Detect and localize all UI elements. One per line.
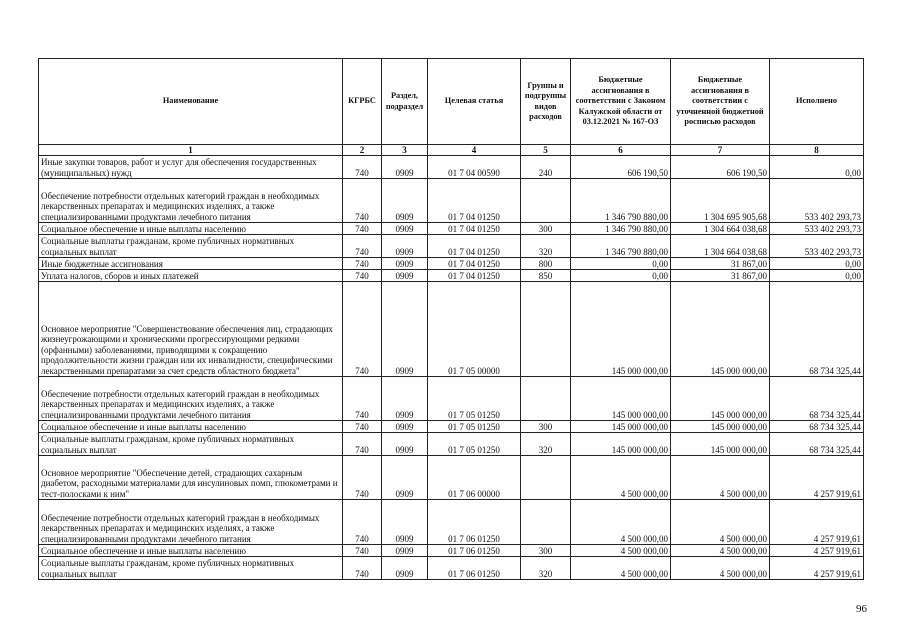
row-expense-group: 320	[521, 433, 571, 456]
column-number: 5	[521, 145, 571, 156]
row-name: Социальные выплаты гражданам, кроме публичных нормативных социальных выплат	[39, 433, 343, 456]
row-target-article: 01 7 04 01250	[428, 258, 521, 270]
row-executed: 68 734 325,44	[770, 282, 864, 377]
row-law-allocation: 4 500 000,00	[571, 456, 671, 500]
row-refined-allocation: 1 304 695 905,68	[671, 179, 770, 223]
page-number: 96	[856, 603, 867, 615]
row-kgrbs: 740	[343, 557, 382, 580]
row-target-article: 01 7 04 00590	[428, 156, 521, 179]
row-name: Социальные выплаты гражданам, кроме публичных нормативных социальных выплат	[39, 235, 343, 258]
row-executed: 4 257 919,61	[770, 500, 864, 545]
row-name: Социальные выплаты гражданам, кроме публичных нормативных социальных выплат	[39, 557, 343, 580]
table-row	[39, 377, 864, 421]
column-number: 3	[382, 145, 428, 156]
row-expense-group: 850	[521, 270, 571, 282]
table-row	[39, 456, 864, 500]
row-razdel: 0909	[382, 156, 428, 179]
row-name: Обеспечение потребности отдельных категорий граждан в необходимых лекарственных препаратах и медицинских изделиях, а также специализированными продуктами лечебного питания	[39, 179, 343, 223]
table-row	[39, 258, 864, 270]
row-name: Социальное обеспечение и иные выплаты населению	[39, 545, 343, 557]
table-row	[39, 421, 864, 433]
row-name: Социальное обеспечение и иные выплаты населению	[39, 421, 343, 433]
table-row	[39, 179, 864, 223]
row-target-article: 01 7 05 00000	[428, 282, 521, 377]
row-law-allocation: 0,00	[571, 270, 671, 282]
row-refined-allocation: 606 190,50	[671, 156, 770, 179]
row-razdel: 0909	[382, 557, 428, 580]
table-row	[39, 545, 864, 557]
row-expense-group: 300	[521, 421, 571, 433]
row-kgrbs: 740	[343, 433, 382, 456]
row-refined-allocation: 1 304 664 038,68	[671, 235, 770, 258]
row-razdel: 0909	[382, 235, 428, 258]
row-refined-allocation: 4 500 000,00	[671, 545, 770, 557]
row-target-article: 01 7 05 01250	[428, 377, 521, 421]
row-executed: 68 734 325,44	[770, 377, 864, 421]
row-razdel: 0909	[382, 456, 428, 500]
row-refined-allocation: 4 500 000,00	[671, 500, 770, 545]
column-number-row	[39, 145, 864, 156]
row-law-allocation: 606 190,50	[571, 156, 671, 179]
row-name: Основное мероприятие "Обеспечение детей, страдающих сахарным диабетом, расходными материалами для инсулиновых помп, глюкометрами и тест-полосками к ним"	[39, 456, 343, 500]
row-expense-group: 320	[521, 235, 571, 258]
row-refined-allocation: 31 867,00	[671, 270, 770, 282]
row-kgrbs: 740	[343, 421, 382, 433]
header-razdel: Раздел, подраздел	[382, 59, 428, 145]
row-razdel: 0909	[382, 433, 428, 456]
row-kgrbs: 740	[343, 282, 382, 377]
row-razdel: 0909	[382, 377, 428, 421]
row-target-article: 01 7 06 00000	[428, 456, 521, 500]
row-executed: 68 734 325,44	[770, 421, 864, 433]
header-kgrbs: КГРБС	[343, 59, 382, 145]
row-name: Иные закупки товаров, работ и услуг для обеспечения государственных (муниципальных) нужд	[39, 156, 343, 179]
row-kgrbs: 740	[343, 545, 382, 557]
row-executed: 4 257 919,61	[770, 557, 864, 580]
row-law-allocation: 145 000 000,00	[571, 421, 671, 433]
row-target-article: 01 7 04 01250	[428, 270, 521, 282]
row-expense-group: 800	[521, 258, 571, 270]
row-law-allocation: 1 346 790 880,00	[571, 179, 671, 223]
column-number: 8	[770, 145, 864, 156]
row-name: Иные бюджетные ассигнования	[39, 258, 343, 270]
row-law-allocation: 4 500 000,00	[571, 557, 671, 580]
row-expense-group	[521, 179, 571, 223]
table-row	[39, 282, 864, 377]
row-refined-allocation: 145 000 000,00	[671, 433, 770, 456]
table-row	[39, 500, 864, 545]
row-executed: 68 734 325,44	[770, 433, 864, 456]
column-number: 2	[343, 145, 382, 156]
header-refined-allocation: Бюджетные ассигнования в соответствии с уточненной бюджетной росписью расходов	[671, 59, 770, 145]
table-row	[39, 223, 864, 235]
row-executed: 0,00	[770, 270, 864, 282]
row-razdel: 0909	[382, 421, 428, 433]
row-executed: 533 402 293,73	[770, 179, 864, 223]
row-expense-group	[521, 456, 571, 500]
row-name: Обеспечение потребности отдельных категорий граждан в необходимых лекарственных препаратах и медицинских изделиях, а также специализированными продуктами лечебного питания	[39, 377, 343, 421]
row-kgrbs: 740	[343, 456, 382, 500]
row-law-allocation: 4 500 000,00	[571, 500, 671, 545]
row-law-allocation: 1 346 790 880,00	[571, 223, 671, 235]
row-kgrbs: 740	[343, 500, 382, 545]
header-expense-group: Группы и подгруппы видов расходов	[521, 59, 571, 145]
row-refined-allocation: 4 500 000,00	[671, 557, 770, 580]
row-razdel: 0909	[382, 282, 428, 377]
row-refined-allocation: 1 304 664 038,68	[671, 223, 770, 235]
row-refined-allocation: 145 000 000,00	[671, 377, 770, 421]
row-razdel: 0909	[382, 270, 428, 282]
row-expense-group: 240	[521, 156, 571, 179]
row-razdel: 0909	[382, 545, 428, 557]
table-row	[39, 235, 864, 258]
row-razdel: 0909	[382, 500, 428, 545]
row-executed: 533 402 293,73	[770, 223, 864, 235]
row-refined-allocation: 4 500 000,00	[671, 456, 770, 500]
row-kgrbs: 740	[343, 179, 382, 223]
column-number: 4	[428, 145, 521, 156]
row-name: Социальное обеспечение и иные выплаты населению	[39, 223, 343, 235]
header-name: Наименование	[39, 59, 343, 145]
table-row	[39, 433, 864, 456]
row-target-article: 01 7 06 01250	[428, 545, 521, 557]
header-target-article: Целевая статья	[428, 59, 521, 145]
row-executed: 533 402 293,73	[770, 235, 864, 258]
row-expense-group	[521, 377, 571, 421]
row-target-article: 01 7 04 01250	[428, 223, 521, 235]
row-razdel: 0909	[382, 179, 428, 223]
row-executed: 0,00	[770, 258, 864, 270]
row-refined-allocation: 31 867,00	[671, 258, 770, 270]
row-target-article: 01 7 04 01250	[428, 235, 521, 258]
row-target-article: 01 7 04 01250	[428, 179, 521, 223]
header-row	[39, 59, 864, 145]
row-expense-group: 300	[521, 223, 571, 235]
row-expense-group	[521, 282, 571, 377]
row-target-article: 01 7 06 01250	[428, 557, 521, 580]
row-target-article: 01 7 05 01250	[428, 433, 521, 456]
row-kgrbs: 740	[343, 223, 382, 235]
table-row	[39, 557, 864, 580]
header-law-allocation: Бюджетные ассигнования в соответствии с Законом Калужской области от 03.12.2021 № 167-ОЗ	[571, 59, 671, 145]
row-executed: 0,00	[770, 156, 864, 179]
row-name: Уплата налогов, сборов и иных платежей	[39, 270, 343, 282]
row-kgrbs: 740	[343, 156, 382, 179]
row-name: Обеспечение потребности отдельных категорий граждан в необходимых лекарственных препаратах и медицинских изделиях, а также специализированными продуктами лечебного питания	[39, 500, 343, 545]
row-law-allocation: 145 000 000,00	[571, 282, 671, 377]
row-law-allocation: 145 000 000,00	[571, 433, 671, 456]
row-refined-allocation: 145 000 000,00	[671, 282, 770, 377]
row-law-allocation: 4 500 000,00	[571, 545, 671, 557]
row-expense-group: 320	[521, 557, 571, 580]
row-target-article: 01 7 05 01250	[428, 421, 521, 433]
row-kgrbs: 740	[343, 235, 382, 258]
row-kgrbs: 740	[343, 270, 382, 282]
row-target-article: 01 7 06 01250	[428, 500, 521, 545]
row-refined-allocation: 145 000 000,00	[671, 421, 770, 433]
budget-table	[38, 58, 864, 580]
row-name: Основное мероприятие "Совершенствование обеспечения лиц, страдающих жизнеугрожающими и хроническими прогрессирующими редкими (орфанными) заболеваниями, приводящими к сокращению продолжительности жизни граждан или их инвалидности, специфическими лекарственными препаратами за счет средств областного бюджета"	[39, 282, 343, 377]
row-law-allocation: 1 346 790 880,00	[571, 235, 671, 258]
row-expense-group	[521, 500, 571, 545]
header-executed: Исполнено	[770, 59, 864, 145]
column-number: 1	[39, 145, 343, 156]
row-razdel: 0909	[382, 223, 428, 235]
row-razdel: 0909	[382, 258, 428, 270]
row-expense-group: 300	[521, 545, 571, 557]
row-law-allocation: 0,00	[571, 258, 671, 270]
row-law-allocation: 145 000 000,00	[571, 377, 671, 421]
table-row	[39, 156, 864, 179]
row-kgrbs: 740	[343, 258, 382, 270]
row-executed: 4 257 919,61	[770, 456, 864, 500]
table-row	[39, 270, 864, 282]
column-number: 6	[571, 145, 671, 156]
row-kgrbs: 740	[343, 377, 382, 421]
column-number: 7	[671, 145, 770, 156]
row-executed: 4 257 919,61	[770, 545, 864, 557]
